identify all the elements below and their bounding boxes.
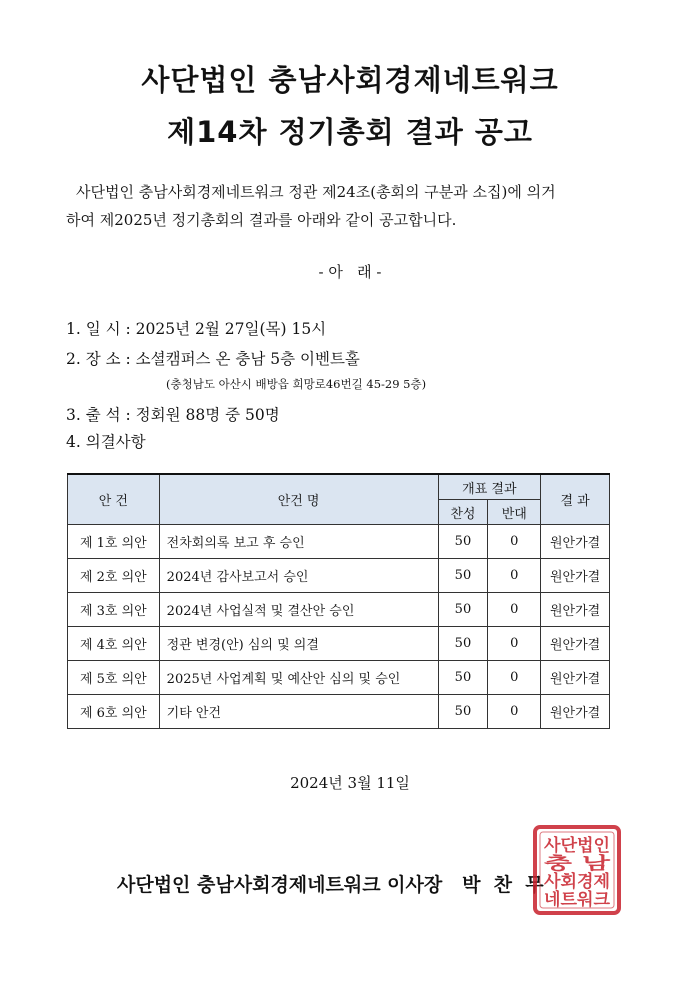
title-line-2: 제14차 정기총회 결과 공고 — [167, 115, 533, 149]
no-count: 0 — [488, 559, 541, 593]
title-line-1: 사단법인 충남사회경제네트워크 — [141, 63, 559, 97]
announcement-date: 2024년 3월 11일 — [290, 774, 410, 792]
item-date: 1. 일 시 : 2025년 2월 27일(목) 15시 — [66, 320, 327, 338]
table-row — [68, 593, 610, 627]
table-row — [68, 559, 610, 593]
agenda-name: 기타 안건 — [159, 695, 438, 729]
item-address: (충청남도 아산시 배방읍 희망로46번길 45-29 5층) — [166, 377, 427, 391]
seal-text-line: 사단법인 — [544, 836, 610, 856]
intro-line-1: 사단법인 충남사회경제네트워크 정관 제24조(총회의 구분과 소집)에 의거 — [76, 183, 556, 201]
agenda-result: 원안가결 — [541, 627, 610, 661]
signature-line: 사단법인 충남사회경제네트워크 이사장 박 찬 무 — [117, 874, 544, 896]
official-seal-stamp — [531, 823, 623, 917]
item-place: 2. 장 소 : 소셜캠퍼스 온 충남 5층 이벤트홀 — [66, 350, 360, 368]
agenda-number: 제 3호 의안 — [68, 593, 160, 627]
agenda-name: 정관 변경(안) 심의 및 의결 — [159, 627, 438, 661]
agenda-result: 원안가결 — [541, 661, 610, 695]
table-row — [68, 695, 610, 729]
yes-count: 50 — [438, 661, 488, 695]
resolution-table — [67, 473, 610, 729]
agenda-result: 원안가결 — [541, 525, 610, 559]
table-row — [68, 661, 610, 695]
agenda-number: 제 5호 의안 — [68, 661, 160, 695]
seal-text-line: 네트워크 — [544, 890, 610, 910]
agenda-number: 제 4호 의안 — [68, 627, 160, 661]
no-count: 0 — [488, 627, 541, 661]
header-agenda-name: 안건 명 — [159, 474, 438, 525]
yes-count: 50 — [438, 559, 488, 593]
intro-line-2: 하여 제2025년 정기총회의 결과를 아래와 같이 공고합니다. — [66, 211, 457, 229]
item-attendance: 3. 출 석 : 정회원 88명 중 50명 — [66, 406, 280, 424]
header-yes: 찬성 — [438, 500, 488, 525]
table-row — [68, 525, 610, 559]
header-agenda: 안 건 — [68, 474, 160, 525]
yes-count: 50 — [438, 525, 488, 559]
header-vote: 개표 결과 — [438, 474, 541, 500]
no-count: 0 — [488, 695, 541, 729]
agenda-name: 2024년 사업실적 및 결산안 승인 — [159, 593, 438, 627]
agenda-number: 제 1호 의안 — [68, 525, 160, 559]
section-heading: - 아 래 - — [318, 263, 382, 281]
agenda-result: 원안가결 — [541, 695, 610, 729]
agenda-name: 2024년 감사보고서 승인 — [159, 559, 438, 593]
seal-text-line: 사회경제 — [544, 872, 610, 892]
agenda-name: 전차회의록 보고 후 승인 — [159, 525, 438, 559]
agenda-name: 2025년 사업계획 및 예산안 심의 및 승인 — [159, 661, 438, 695]
agenda-result: 원안가결 — [541, 559, 610, 593]
intro-paragraph — [66, 178, 646, 234]
no-count: 0 — [488, 525, 541, 559]
seal-text-line: 충 남 — [544, 854, 583, 874]
no-count: 0 — [488, 593, 541, 627]
table-row — [68, 627, 610, 661]
no-count: 0 — [488, 661, 541, 695]
agenda-number: 제 6호 의안 — [68, 695, 160, 729]
agenda-number: 제 2호 의안 — [68, 559, 160, 593]
yes-count: 50 — [438, 627, 488, 661]
header-no: 반대 — [488, 500, 541, 525]
item-resolution: 4. 의결사항 — [66, 433, 146, 451]
header-result: 결 과 — [541, 474, 610, 525]
yes-count: 50 — [438, 695, 488, 729]
yes-count: 50 — [438, 593, 488, 627]
agenda-result: 원안가결 — [541, 593, 610, 627]
